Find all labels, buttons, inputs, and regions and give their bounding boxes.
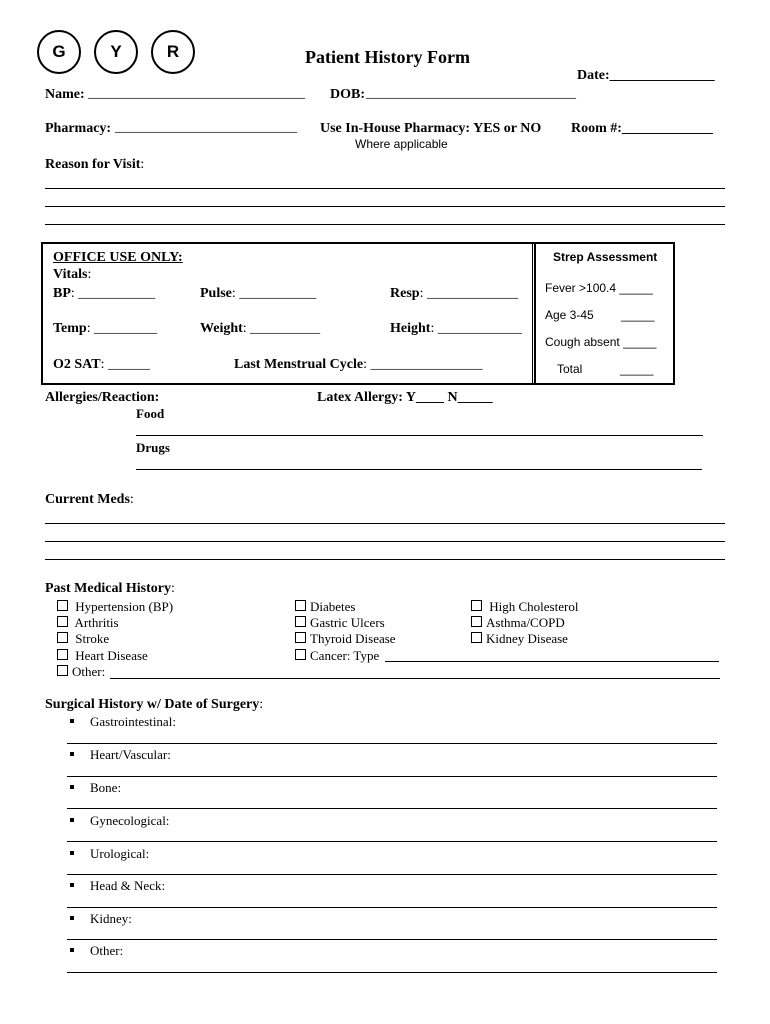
vitals-label: Vitals: (53, 267, 92, 282)
pmh-asthma-copd-checkbox[interactable]: Asthma/COPD (471, 615, 565, 631)
pmh-other-checkbox[interactable]: Other: (57, 664, 105, 680)
cancer-type-line[interactable] (385, 661, 719, 662)
dob-field[interactable]: ______________________________ (366, 86, 576, 101)
food-label: Food (136, 406, 165, 421)
inhouse-pharmacy-label[interactable]: Use In-House Pharmacy: YES or NO (320, 121, 542, 136)
checkbox-icon (471, 632, 482, 643)
pharmacy-label: Pharmacy: (45, 121, 112, 136)
bullet-icon (70, 948, 74, 952)
checkbox-icon (471, 616, 482, 627)
surgical-item: Gastrointestinal: (70, 714, 176, 730)
pmh-hypertension-checkbox[interactable]: Hypertension (BP) (57, 599, 173, 615)
past-medical-history-label: Past Medical History: (45, 581, 175, 596)
surgical-item: Bone: (70, 780, 121, 796)
meds-line-1[interactable] (45, 523, 725, 524)
pmh-thyroid-disease-checkbox[interactable]: Thyroid Disease (295, 631, 396, 647)
strep-age-label: Age 3-45 (545, 308, 594, 322)
pmh-other-line[interactable] (110, 678, 720, 679)
food-line[interactable] (136, 435, 703, 436)
office-use-title: OFFICE USE ONLY: (53, 250, 183, 265)
logo-circle-g: G (37, 30, 81, 74)
meds-line-3[interactable] (45, 559, 725, 560)
checkbox-icon (57, 632, 68, 643)
checkbox-icon (295, 649, 306, 660)
drugs-label: Drugs (136, 440, 170, 455)
strep-total-field[interactable]: _____ (620, 362, 654, 376)
last-menstrual-cycle-field[interactable]: Last Menstrual Cycle: ________________ (234, 357, 483, 372)
room-field[interactable]: Room #:_____________ (571, 121, 713, 136)
bullet-icon (70, 883, 74, 887)
surgical-item: Gynecological: (70, 813, 169, 829)
surgical-item: Head & Neck: (70, 878, 165, 894)
pharmacy-field[interactable]: __________________________ (115, 120, 297, 135)
bullet-icon (70, 916, 74, 920)
pmh-cancer-checkbox[interactable]: Cancer: Type (295, 648, 379, 664)
reason-line-3[interactable] (45, 224, 725, 225)
drugs-line[interactable] (136, 469, 702, 470)
latex-allergy-field[interactable]: Latex Allergy: Y____ N_____ (317, 390, 493, 405)
surgical-item: Other: (70, 943, 123, 959)
page-title: Patient History Form (305, 47, 470, 67)
strep-title: Strep Assessment (553, 250, 658, 264)
checkbox-icon (57, 665, 68, 676)
surgical-line[interactable] (67, 874, 717, 875)
reason-for-visit-label: Reason for Visit: (45, 157, 145, 172)
bullet-icon (70, 719, 74, 723)
surgical-line[interactable] (67, 808, 717, 809)
surgical-line[interactable] (67, 841, 717, 842)
bullet-icon (70, 818, 74, 822)
checkbox-icon (57, 616, 68, 627)
reason-line-1[interactable] (45, 188, 725, 189)
pmh-stroke-checkbox[interactable]: Stroke (57, 631, 109, 647)
checkbox-icon (57, 600, 68, 611)
surgical-line[interactable] (67, 939, 717, 940)
surgical-item: Kidney: (70, 911, 132, 927)
surgical-history-label: Surgical History w/ Date of Surgery: (45, 697, 264, 712)
pmh-arthritis-checkbox[interactable]: Arthritis (57, 615, 119, 631)
pmh-high-cholesterol-checkbox[interactable]: High Cholesterol (471, 599, 578, 615)
bullet-icon (70, 785, 74, 789)
weight-field[interactable]: Weight: __________ (200, 321, 321, 336)
name-field[interactable]: _______________________________ (88, 86, 305, 101)
height-field[interactable]: Height: ____________ (390, 321, 522, 336)
surgical-item: Urological: (70, 846, 149, 862)
strep-cough-field[interactable]: Cough absent _____ (545, 335, 657, 349)
surgical-line[interactable] (67, 776, 717, 777)
date-field[interactable]: Date:_______________ (577, 68, 715, 83)
current-meds-label: Current Meds: (45, 492, 134, 507)
bp-field[interactable]: BP: ___________ (53, 286, 156, 301)
where-applicable-note: Where applicable (355, 137, 448, 151)
checkbox-icon (295, 632, 306, 643)
name-label: Name: (45, 87, 85, 102)
surgical-line[interactable] (67, 972, 717, 973)
strep-fever-field[interactable]: Fever >100.4 _____ (545, 281, 653, 295)
o2-sat-field[interactable]: O2 SAT: ______ (53, 357, 150, 372)
resp-field[interactable]: Resp: _____________ (390, 286, 518, 301)
dob-label: DOB: (330, 87, 365, 102)
checkbox-icon (295, 600, 306, 611)
allergies-label: Allergies/Reaction: (45, 390, 160, 405)
pmh-kidney-disease-checkbox[interactable]: Kidney Disease (471, 631, 568, 647)
bullet-icon (70, 851, 74, 855)
pmh-diabetes-checkbox[interactable]: Diabetes (295, 599, 355, 615)
surgical-line[interactable] (67, 907, 717, 908)
reason-line-2[interactable] (45, 206, 725, 207)
checkbox-icon (471, 600, 482, 611)
temp-field[interactable]: Temp: _________ (53, 321, 158, 336)
strep-total-label: Total (557, 362, 583, 376)
surgical-line[interactable] (67, 743, 717, 744)
pmh-heart-disease-checkbox[interactable]: Heart Disease (57, 648, 148, 664)
logo-circle-r: R (151, 30, 195, 74)
strep-age-field[interactable]: _____ (621, 308, 655, 322)
pulse-field[interactable]: Pulse: ___________ (200, 286, 317, 301)
logo-circle-y: Y (94, 30, 138, 74)
pmh-gastric-ulcers-checkbox[interactable]: Gastric Ulcers (295, 615, 385, 631)
surgical-item: Heart/Vascular: (70, 747, 171, 763)
bullet-icon (70, 752, 74, 756)
checkbox-icon (295, 616, 306, 627)
checkbox-icon (57, 649, 68, 660)
meds-line-2[interactable] (45, 541, 725, 542)
